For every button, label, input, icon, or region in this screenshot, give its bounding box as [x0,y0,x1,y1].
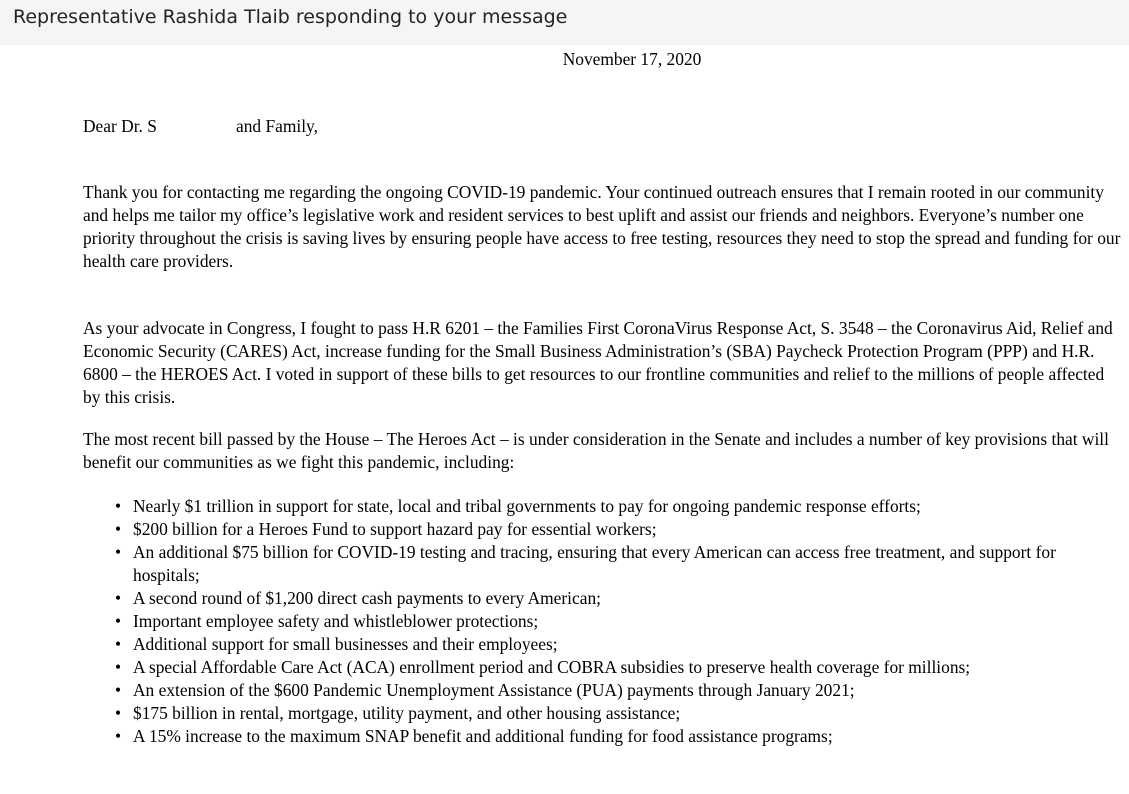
list-item: • Important employee safety and whistleblower protections; [133,610,1123,633]
list-item: • Nearly $1 trillion in support for state, local and tribal governments to pay for ongoing pandemic response efforts; [133,495,1123,518]
list-item: • An additional $75 billion for COVID-19 testing and tracing, ensuring that every American can access free treatment, and support for hospitals; [133,541,1123,587]
salutation-name: Dear Dr. S [83,116,157,136]
salutation-rest: and Family, [236,116,318,136]
paragraph-heroes-act: The most recent bill passed by the House – The Heroes Act – is under consideration in the Senate and includes a number of key provisions that will benefit our communities as we fight this pandemic, including: [83,429,1109,472]
message-header [0,0,1129,45]
list-item: • $175 billion in rental, mortgage, utility payment, and other housing assistance; [133,702,1123,725]
provisions-list [83,495,1123,748]
salutation [83,115,318,138]
paragraph-advocacy: As your advocate in Congress, I fought to pass H.R 6201 – the Families First CoronaVirus Response Act, S. 3548 – the Coronavirus Aid, Relief and Economic Security (CARES) Act, increase funding for the Small Business Administration’s (SBA) Paycheck Protection Program (PPP) and H.R. 6800 – the HEROES Act. I voted in support of these bills to get resources to our frontline communities and relief to the millions of people affected by this crisis. [83,318,1113,407]
message-subject: Representative Rashida Tlaib responding to your message [13,6,568,28]
list-item: • A 15% increase to the maximum SNAP benefit and additional funding for food assistance programs; [133,725,1123,748]
list-item: • An extension of the $600 Pandemic Unemployment Assistance (PUA) payments through January 2021; [133,679,1123,702]
list-item: • A second round of $1,200 direct cash payments to every American; [133,587,1123,610]
list-item: • $200 billion for a Heroes Fund to support hazard pay for essential workers; [133,518,1123,541]
paragraph-thanks: Thank you for contacting me regarding the ongoing COVID-19 pandemic. Your continued outreach ensures that I remain rooted in our community and helps me tailor my office’s legislative work and resident services to best uplift and assist our friends and neighbors. Everyone’s number one priority throughout the crisis is saving lives by ensuring people have access to free testing, resources they need to stop the spread and funding for our health care providers. [83,182,1121,271]
list-item: • Additional support for small businesses and their employees; [133,633,1123,656]
list-item: • A special Affordable Care Act (ACA) enrollment period and COBRA subsidies to preserve health coverage for millions; [133,656,1123,679]
letter-date: November 17, 2020 [562,49,702,69]
